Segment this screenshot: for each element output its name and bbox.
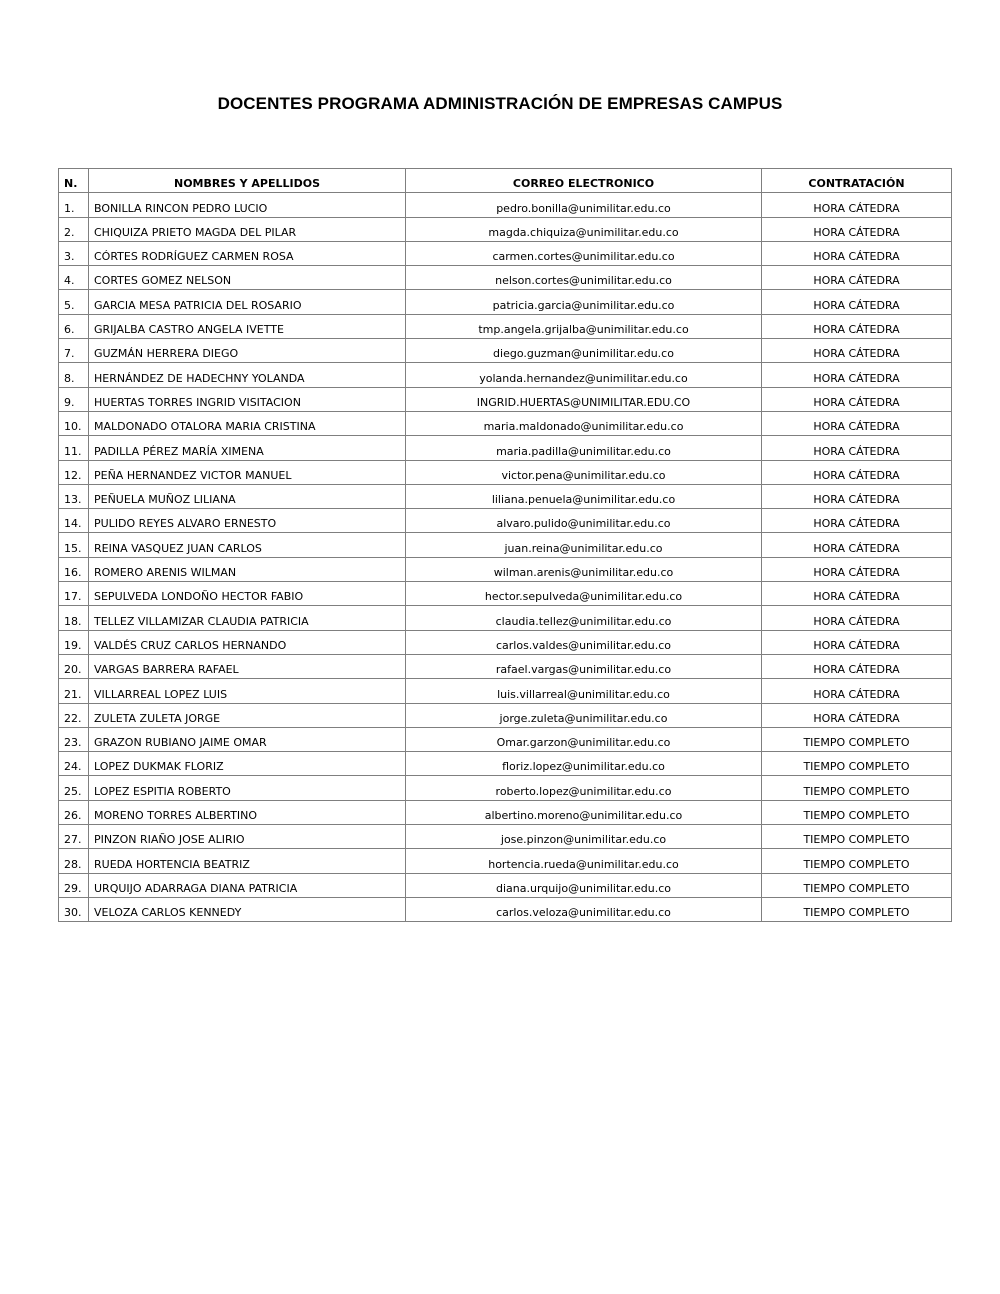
table-row	[59, 897, 952, 921]
row-contract: HORA CÁTEDRA	[762, 411, 952, 435]
table-row	[59, 339, 952, 363]
row-contract: HORA CÁTEDRA	[762, 314, 952, 338]
row-contract: HORA CÁTEDRA	[762, 582, 952, 606]
row-number: 28.	[59, 849, 89, 873]
row-email: liliana.penuela@unimilitar.edu.co	[406, 484, 762, 508]
row-email: carlos.valdes@unimilitar.edu.co	[406, 630, 762, 654]
row-contract: HORA CÁTEDRA	[762, 654, 952, 678]
table-row	[59, 241, 952, 265]
table-row	[59, 679, 952, 703]
row-name: GRIJALBA CASTRO ANGELA IVETTE	[89, 314, 406, 338]
row-contract: HORA CÁTEDRA	[762, 363, 952, 387]
row-number: 10.	[59, 411, 89, 435]
row-email: carmen.cortes@unimilitar.edu.co	[406, 241, 762, 265]
row-name: PEÑA HERNANDEZ VICTOR MANUEL	[89, 460, 406, 484]
table-row	[59, 630, 952, 654]
table-row	[59, 727, 952, 751]
row-name: GUZMÁN HERRERA DIEGO	[89, 339, 406, 363]
table-row	[59, 363, 952, 387]
row-email: carlos.veloza@unimilitar.edu.co	[406, 897, 762, 921]
row-email: hector.sepulveda@unimilitar.edu.co	[406, 582, 762, 606]
table-row	[59, 752, 952, 776]
row-email: patricia.garcia@unimilitar.edu.co	[406, 290, 762, 314]
row-contract: HORA CÁTEDRA	[762, 217, 952, 241]
row-email: roberto.lopez@unimilitar.edu.co	[406, 776, 762, 800]
row-number: 6.	[59, 314, 89, 338]
header-email: CORREO ELECTRONICO	[406, 169, 762, 193]
row-email: INGRID.HUERTAS@UNIMILITAR.EDU.CO	[406, 387, 762, 411]
header-name: NOMBRES Y APELLIDOS	[89, 169, 406, 193]
table-row	[59, 411, 952, 435]
row-name: VARGAS BARRERA RAFAEL	[89, 654, 406, 678]
row-email: jose.pinzon@unimilitar.edu.co	[406, 825, 762, 849]
row-name: LOPEZ ESPITIA ROBERTO	[89, 776, 406, 800]
row-number: 15.	[59, 533, 89, 557]
row-email: maria.padilla@unimilitar.edu.co	[406, 436, 762, 460]
row-email: claudia.tellez@unimilitar.edu.co	[406, 606, 762, 630]
row-name: CHIQUIZA PRIETO MAGDA DEL PILAR	[89, 217, 406, 241]
table-row	[59, 290, 952, 314]
row-name: ZULETA ZULETA JORGE	[89, 703, 406, 727]
table-row	[59, 582, 952, 606]
page-title: DOCENTES PROGRAMA ADMINISTRACIÓN DE EMPRESAS CAMPUS	[217, 94, 783, 113]
row-number: 19.	[59, 630, 89, 654]
row-contract: HORA CÁTEDRA	[762, 484, 952, 508]
table-row	[59, 484, 952, 508]
row-number: 16.	[59, 557, 89, 581]
row-name: PADILLA PÉREZ MARÍA XIMENA	[89, 436, 406, 460]
row-number: 26.	[59, 800, 89, 824]
row-number: 9.	[59, 387, 89, 411]
row-name: GARCIA MESA PATRICIA DEL ROSARIO	[89, 290, 406, 314]
row-email: luis.villarreal@unimilitar.edu.co	[406, 679, 762, 703]
row-email: victor.pena@unimilitar.edu.co	[406, 460, 762, 484]
row-name: TELLEZ VILLAMIZAR CLAUDIA PATRICIA	[89, 606, 406, 630]
row-name: HUERTAS TORRES INGRID VISITACION	[89, 387, 406, 411]
row-contract: TIEMPO COMPLETO	[762, 897, 952, 921]
row-contract: HORA CÁTEDRA	[762, 436, 952, 460]
row-name: PINZON RIAÑO JOSE ALIRIO	[89, 825, 406, 849]
row-number: 13.	[59, 484, 89, 508]
row-number: 11.	[59, 436, 89, 460]
table-row	[59, 533, 952, 557]
row-number: 1.	[59, 193, 89, 217]
row-contract: HORA CÁTEDRA	[762, 387, 952, 411]
row-email: maria.maldonado@unimilitar.edu.co	[406, 411, 762, 435]
row-contract: HORA CÁTEDRA	[762, 679, 952, 703]
row-number: 5.	[59, 290, 89, 314]
row-contract: HORA CÁTEDRA	[762, 460, 952, 484]
table-row	[59, 509, 952, 533]
table-row	[59, 606, 952, 630]
row-email: rafael.vargas@unimilitar.edu.co	[406, 654, 762, 678]
row-name: SEPULVEDA LONDOÑO HECTOR FABIO	[89, 582, 406, 606]
table-row	[59, 849, 952, 873]
row-email: albertino.moreno@unimilitar.edu.co	[406, 800, 762, 824]
row-number: 2.	[59, 217, 89, 241]
row-number: 29.	[59, 873, 89, 897]
row-name: PEÑUELA MUÑOZ LILIANA	[89, 484, 406, 508]
header-number: N.	[59, 169, 89, 193]
row-email: diego.guzman@unimilitar.edu.co	[406, 339, 762, 363]
row-name: MALDONADO OTALORA MARIA CRISTINA	[89, 411, 406, 435]
row-contract: TIEMPO COMPLETO	[762, 752, 952, 776]
row-email: wilman.arenis@unimilitar.edu.co	[406, 557, 762, 581]
table-row	[59, 193, 952, 217]
table-row	[59, 557, 952, 581]
row-contract: HORA CÁTEDRA	[762, 193, 952, 217]
table-row	[59, 460, 952, 484]
row-name: RUEDA HORTENCIA BEATRIZ	[89, 849, 406, 873]
row-contract: HORA CÁTEDRA	[762, 290, 952, 314]
table-row	[59, 825, 952, 849]
row-contract: HORA CÁTEDRA	[762, 533, 952, 557]
row-email: magda.chiquiza@unimilitar.edu.co	[406, 217, 762, 241]
row-name: CORTES GOMEZ NELSON	[89, 266, 406, 290]
table-row	[59, 387, 952, 411]
row-email: hortencia.rueda@unimilitar.edu.co	[406, 849, 762, 873]
table-row	[59, 654, 952, 678]
row-number: 27.	[59, 825, 89, 849]
row-number: 4.	[59, 266, 89, 290]
row-number: 24.	[59, 752, 89, 776]
row-number: 12.	[59, 460, 89, 484]
row-number: 7.	[59, 339, 89, 363]
table-row	[59, 800, 952, 824]
row-email: alvaro.pulido@unimilitar.edu.co	[406, 509, 762, 533]
row-contract: HORA CÁTEDRA	[762, 606, 952, 630]
row-contract: HORA CÁTEDRA	[762, 557, 952, 581]
row-contract: HORA CÁTEDRA	[762, 241, 952, 265]
row-contract: HORA CÁTEDRA	[762, 703, 952, 727]
row-name: ROMERO ARENIS WILMAN	[89, 557, 406, 581]
table-row	[59, 217, 952, 241]
faculty-table	[58, 168, 952, 922]
row-name: REINA VASQUEZ JUAN CARLOS	[89, 533, 406, 557]
row-name: BONILLA RINCON PEDRO LUCIO	[89, 193, 406, 217]
row-number: 30.	[59, 897, 89, 921]
row-name: HERNÁNDEZ DE HADECHNY YOLANDA	[89, 363, 406, 387]
row-contract: HORA CÁTEDRA	[762, 266, 952, 290]
row-number: 17.	[59, 582, 89, 606]
row-contract: HORA CÁTEDRA	[762, 339, 952, 363]
row-name: MORENO TORRES ALBERTINO	[89, 800, 406, 824]
row-contract: TIEMPO COMPLETO	[762, 800, 952, 824]
row-contract: TIEMPO COMPLETO	[762, 873, 952, 897]
row-email: juan.reina@unimilitar.edu.co	[406, 533, 762, 557]
row-number: 18.	[59, 606, 89, 630]
row-name: VELOZA CARLOS KENNEDY	[89, 897, 406, 921]
row-email: floriz.lopez@unimilitar.edu.co	[406, 752, 762, 776]
row-number: 21.	[59, 679, 89, 703]
row-email: jorge.zuleta@unimilitar.edu.co	[406, 703, 762, 727]
row-email: tmp.angela.grijalba@unimilitar.edu.co	[406, 314, 762, 338]
row-number: 23.	[59, 727, 89, 751]
row-number: 22.	[59, 703, 89, 727]
row-number: 14.	[59, 509, 89, 533]
row-email: Omar.garzon@unimilitar.edu.co	[406, 727, 762, 751]
table-row	[59, 703, 952, 727]
row-name: LOPEZ DUKMAK FLORIZ	[89, 752, 406, 776]
table-header-row	[59, 169, 952, 193]
table-row	[59, 266, 952, 290]
row-contract: TIEMPO COMPLETO	[762, 727, 952, 751]
row-number: 3.	[59, 241, 89, 265]
row-name: PULIDO REYES ALVARO ERNESTO	[89, 509, 406, 533]
table-row	[59, 314, 952, 338]
row-name: URQUIJO ADARRAGA DIANA PATRICIA	[89, 873, 406, 897]
table-row	[59, 873, 952, 897]
row-name: CÓRTES RODRÍGUEZ CARMEN ROSA	[89, 241, 406, 265]
table-row	[59, 776, 952, 800]
row-contract: TIEMPO COMPLETO	[762, 776, 952, 800]
row-email: pedro.bonilla@unimilitar.edu.co	[406, 193, 762, 217]
table-row	[59, 436, 952, 460]
row-name: VALDÉS CRUZ CARLOS HERNANDO	[89, 630, 406, 654]
row-email: diana.urquijo@unimilitar.edu.co	[406, 873, 762, 897]
row-email: yolanda.hernandez@unimilitar.edu.co	[406, 363, 762, 387]
row-name: VILLARREAL LOPEZ LUIS	[89, 679, 406, 703]
row-contract: TIEMPO COMPLETO	[762, 825, 952, 849]
row-number: 25.	[59, 776, 89, 800]
row-number: 20.	[59, 654, 89, 678]
row-email: nelson.cortes@unimilitar.edu.co	[406, 266, 762, 290]
header-contract: CONTRATACIÓN	[762, 169, 952, 193]
row-contract: HORA CÁTEDRA	[762, 630, 952, 654]
row-number: 8.	[59, 363, 89, 387]
row-contract: TIEMPO COMPLETO	[762, 849, 952, 873]
row-name: GRAZON RUBIANO JAIME OMAR	[89, 727, 406, 751]
row-contract: HORA CÁTEDRA	[762, 509, 952, 533]
